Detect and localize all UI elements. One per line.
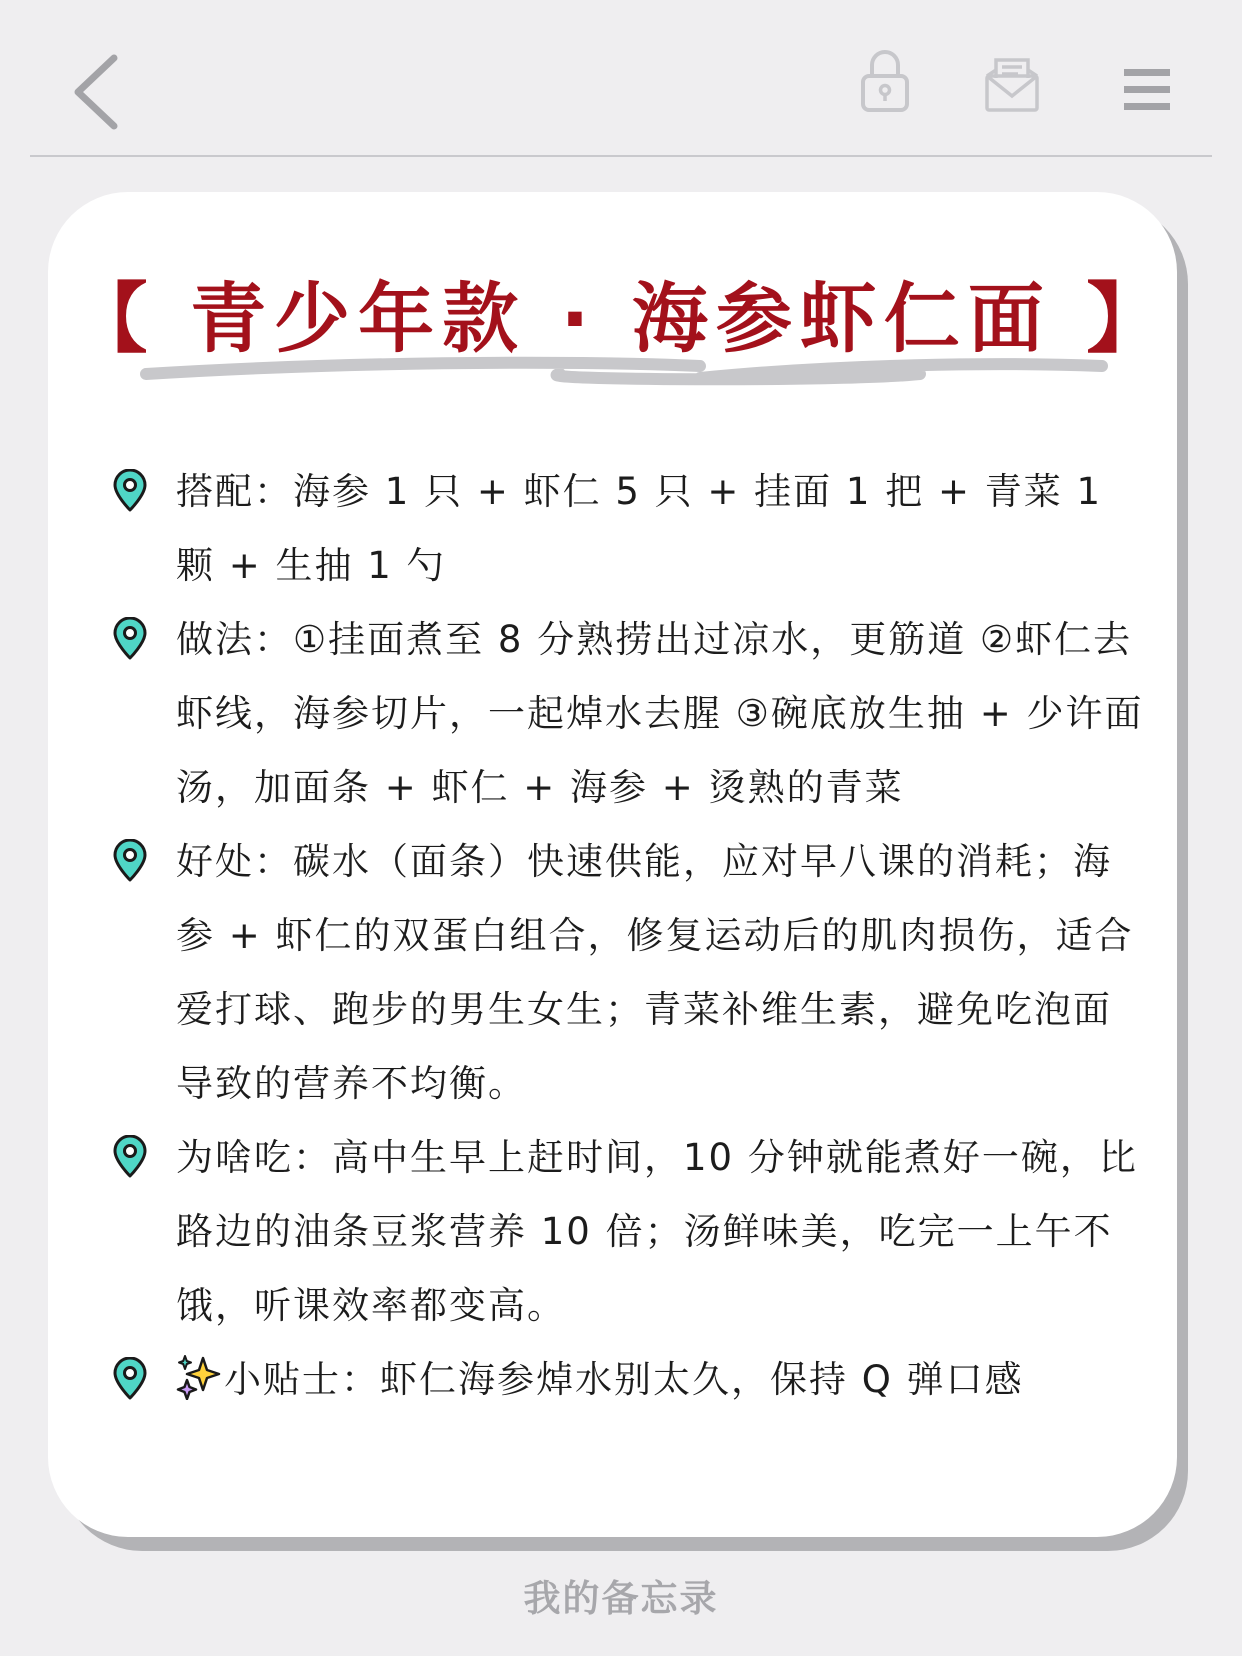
note-title: 【 青少年款 · 海参虾仁面 】: [71, 274, 1171, 363]
app-name-label: 我的备忘录: [523, 1577, 719, 1620]
item-text: 搭配：海参 1 只 + 虾仁 5 只 + 挂面 1 把 + 青菜 1 颗 + 生抽 1 勺: [176, 470, 1103, 587]
location-pin-icon: [110, 1357, 150, 1401]
lock-icon: [860, 48, 910, 114]
item-text: 好处：碳水（面条）快速供能，应对早八课的消耗；海参 + 虾仁的双蛋白组合，修复运动后的肌肉损伤，适合爱打球、跑步的男生女生；青菜补维生素，避免吃泡面导致的营养不均衡。: [176, 840, 1134, 1105]
top-bar: [0, 0, 1242, 160]
menu-button[interactable]: [1122, 66, 1172, 114]
header-divider: [30, 155, 1212, 157]
tip-text: 小贴士：虾仁海参焯水别太久，保持 Q 弹口感: [224, 1358, 1024, 1401]
envelope-button[interactable]: [984, 56, 1040, 114]
item-text: 为啥吃：高中生早上赶时间，10 分钟就能煮好一碗，比路边的油条豆浆营养 10 倍；汤鲜味美，吃完一上午不饿，听课效率都变高。: [176, 1136, 1138, 1327]
back-button[interactable]: [70, 52, 126, 132]
location-pin-icon: [110, 1135, 150, 1179]
location-pin-icon: [110, 469, 150, 513]
list-item: [110, 1121, 1150, 1343]
list-item: [110, 1343, 1150, 1417]
list-item: [110, 825, 1150, 1121]
location-pin-icon: [110, 617, 150, 661]
lock-button[interactable]: [860, 48, 910, 114]
list-item: [110, 455, 1150, 603]
note-items: [110, 455, 1150, 1417]
item-text-tip: [176, 1343, 1150, 1417]
chevron-left-icon: [70, 52, 126, 132]
envelope-icon: [984, 56, 1040, 114]
sparkles-icon: [176, 1354, 222, 1400]
list-item: [110, 603, 1150, 825]
menu-icon: [1122, 66, 1172, 114]
item-text: 做法：①挂面煮至 8 分熟捞出过凉水，更筋道 ②虾仁去虾线，海参切片，一起焯水去腥 ③碗底放生抽 + 少许面汤，加面条 + 虾仁 + 海参 + 烫熟的青菜: [176, 618, 1144, 809]
title-underline: [140, 352, 1110, 402]
location-pin-icon: [110, 839, 150, 883]
